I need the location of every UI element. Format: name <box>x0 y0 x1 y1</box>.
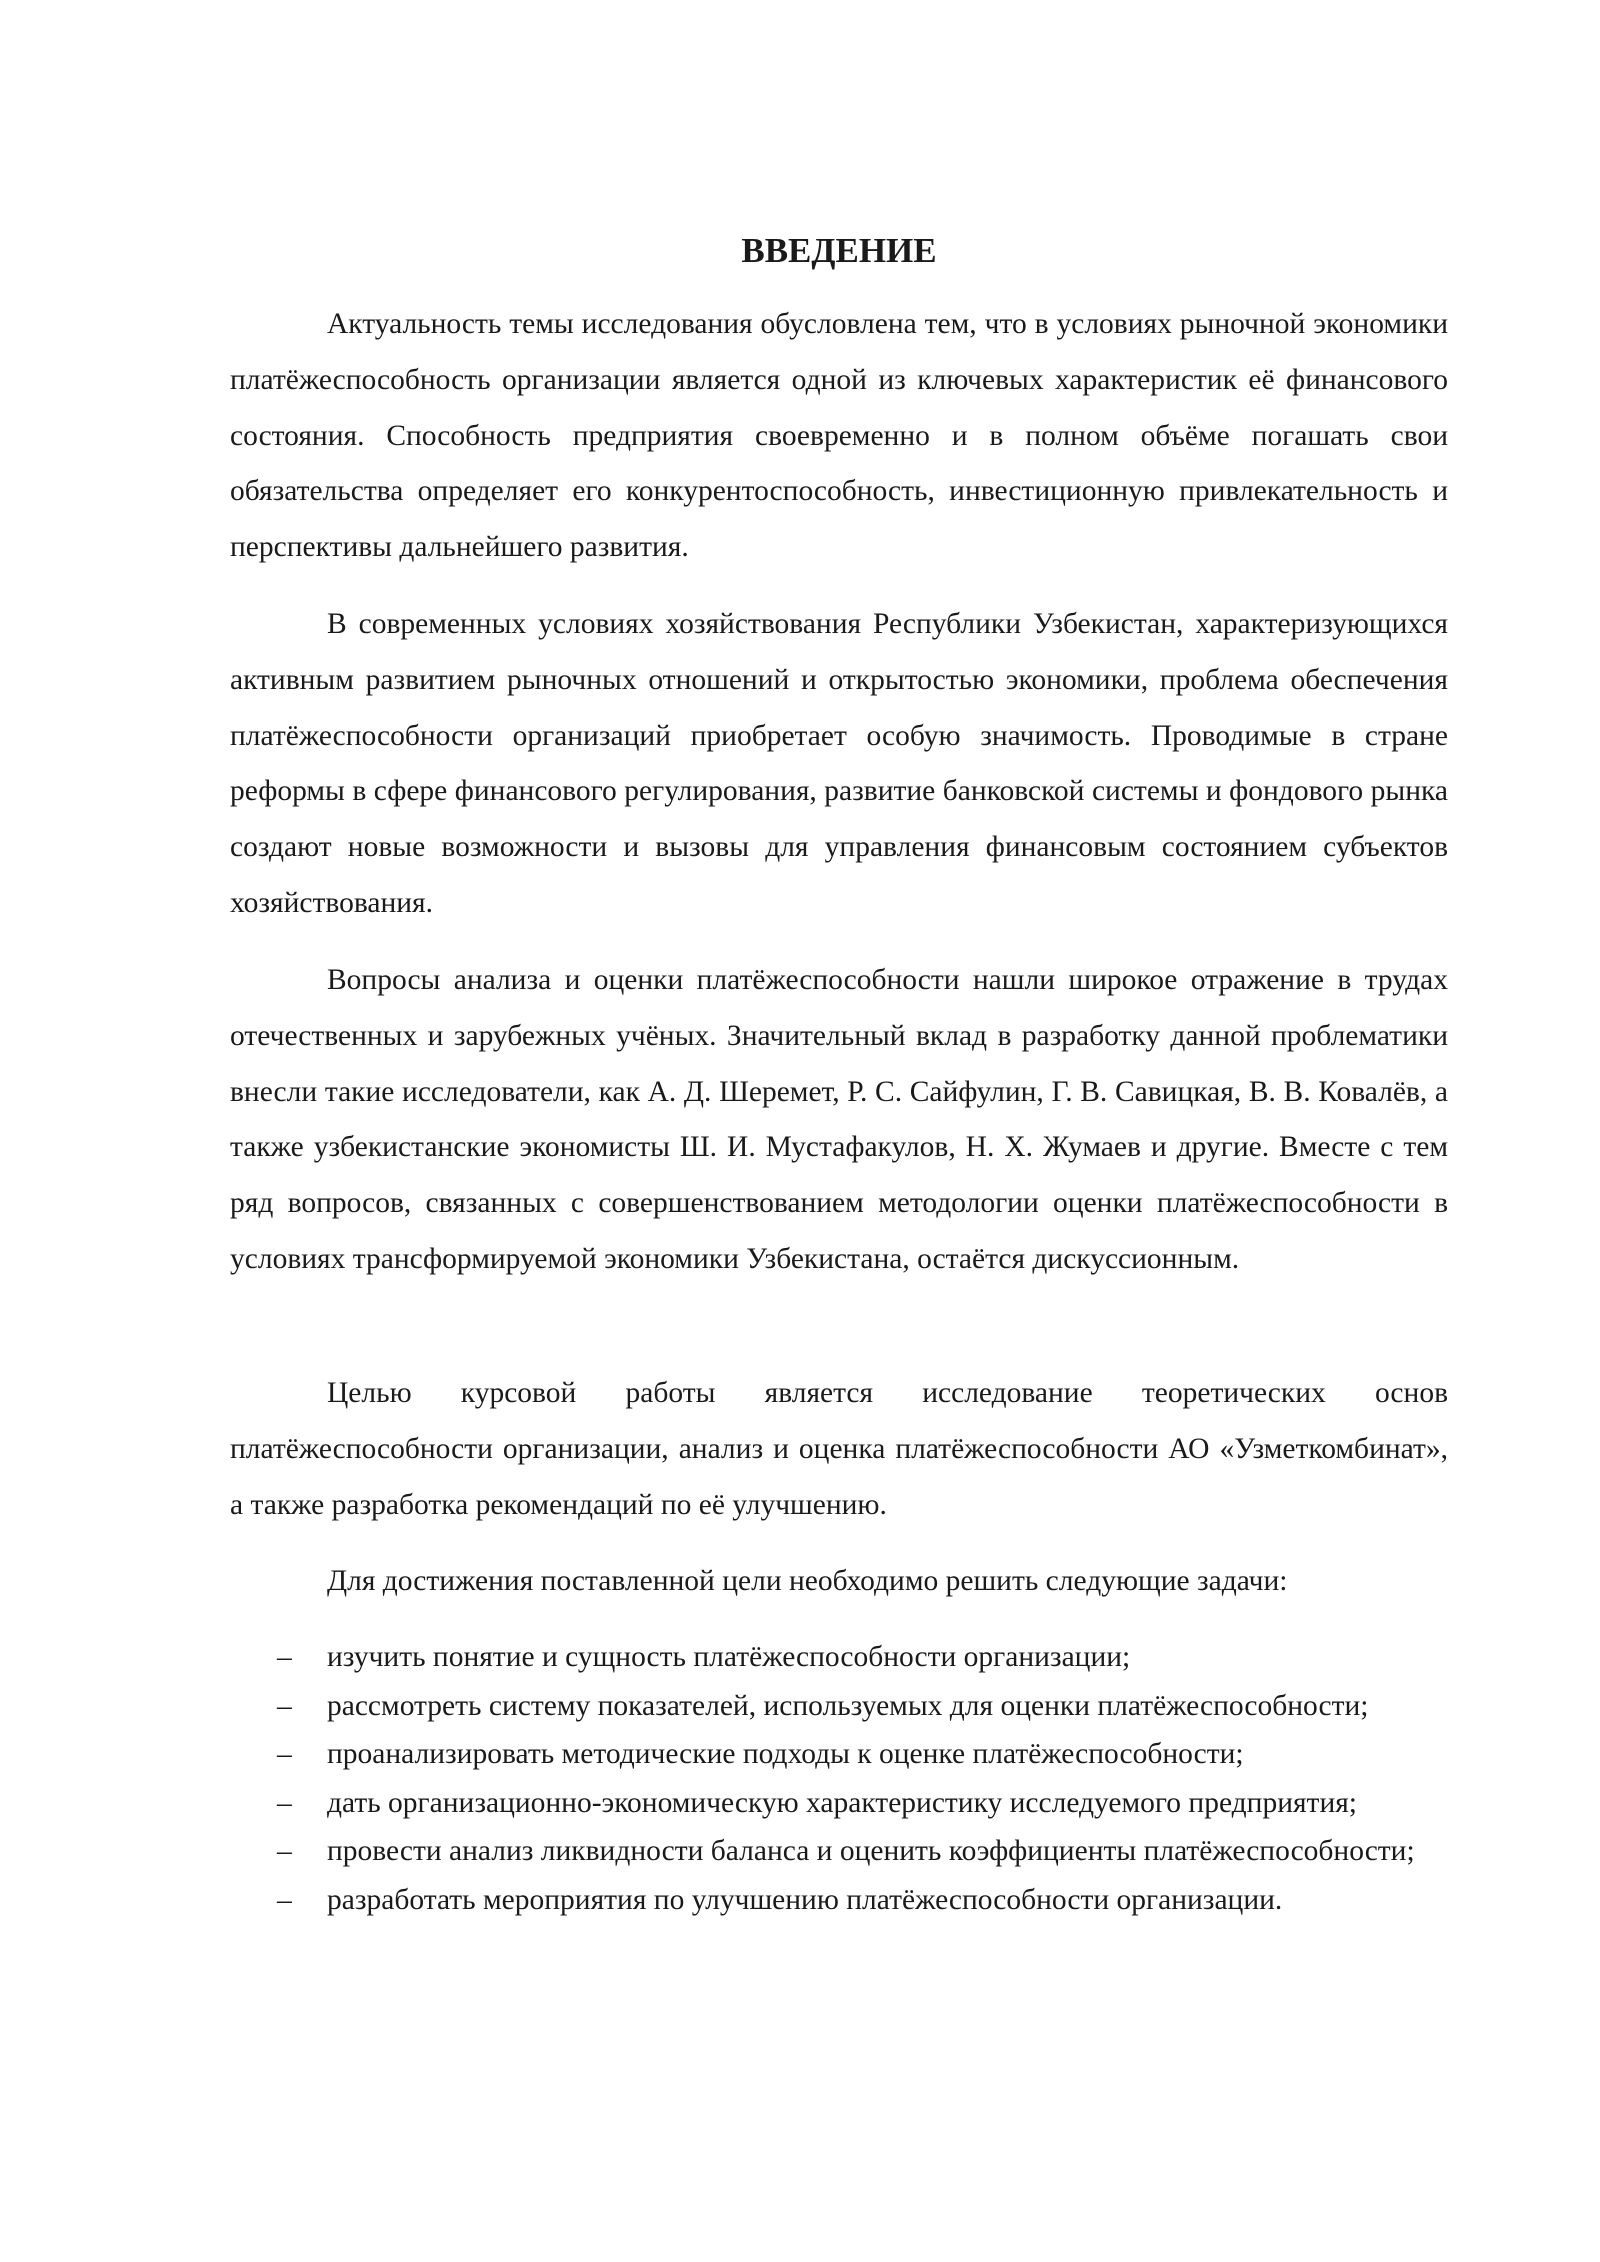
document-title: ВВЕДЕНИЕ <box>741 231 937 270</box>
task-text: дать организационно-экономическую характеристику исследуемого предприятия; <box>327 1786 1357 1819</box>
intro-paragraph-relevance: Актуальность темы исследования обусловлена тем, что в условиях рыночной экономики платёжеспособность организации является одной из ключевых характеристик её финансового состояния. Способность предприятия своевременно и в полном объёме погашать свои обязательства определяет его конкурентоспособность, инвестиционную привлекательность и перспективы дальнейшего развития. <box>230 308 1448 564</box>
task-item <box>230 1833 1448 1871</box>
task-text: проанализировать методические подходы к оценке платёжеспособности; <box>327 1738 1244 1770</box>
list-dash: – <box>277 1835 292 1867</box>
task-text: рассмотреть систему показателей, используемых для оценки платёжеспособности; <box>327 1689 1369 1722</box>
task-text: изучить понятие и сущность платёжеспособности организации; <box>327 1641 1131 1673</box>
intro-paragraph-literature: Вопросы анализа и оценки платёжеспособности нашли широкое отражение в трудах отечественных и зарубежных учёных. Значительный вклад в разработку данной проблематики внесли такие исследователи, как А. Д. Шеремет, Р. С. Сайфулин, Г. В. Савицкая, В. В. Ковалёв, а также узбекистанские экономисты Ш. И. Мустафакулов, Н. Х. Жумаев и другие. Вместе с тем ряд вопросов, связанных с совершенствованием методологии оценки платёжеспособности в условиях трансформируемой экономики Узбекистана, остаётся дискуссионным. <box>230 964 1448 1275</box>
task-list <box>230 1639 1448 1930</box>
task-item <box>230 1688 1448 1726</box>
task-item <box>230 1639 1448 1677</box>
task-item <box>230 1785 1448 1823</box>
task-text: разработать мероприятия по улучшению платёжеспособности организации. <box>327 1883 1283 1916</box>
list-dash: – <box>277 1883 292 1916</box>
list-dash: – <box>277 1786 292 1819</box>
task-item <box>230 1882 1448 1920</box>
list-dash: – <box>277 1689 292 1722</box>
list-dash: – <box>277 1738 292 1770</box>
task-text: провести анализ ликвидности баланса и оценить коэффициенты платёжеспособности; <box>327 1835 1415 1867</box>
intro-paragraph-goal: Целью курсовой работы является исследование теоретических основ платёжеспособности организации, анализ и оценка платёжеспособности АО «Узметкомбинат», а также разработка рекомендаций по её улучшению. <box>230 1377 1448 1521</box>
list-dash: – <box>277 1641 292 1673</box>
intro-paragraph-context: В современных условиях хозяйствования Республики Узбекистан, характеризующихся активным развитием рыночных отношений и открытостью экономики, проблема обеспечения платёжеспособности организаций приобретает особую значимость. Проводимые в стране реформы в сфере финансового регулирования, развитие банковской системы и фондового рынка создают новые возможности и вызовы для управления финансовым состоянием субъектов хозяйствования. <box>230 608 1448 919</box>
task-item <box>230 1736 1448 1774</box>
intro-paragraph-tasks-lead: Для достижения поставленной цели необходимо решить следующие задачи: <box>327 1565 1288 1597</box>
